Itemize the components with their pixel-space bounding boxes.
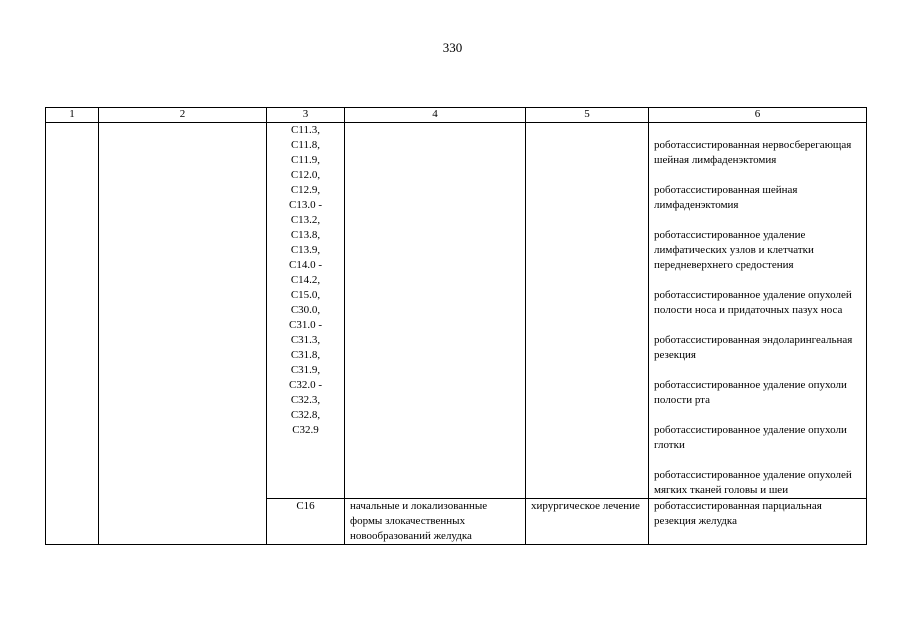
- column-header-6: 6: [649, 108, 867, 123]
- treatment-method: роботассистированное удаление опухоли полости рта: [654, 379, 847, 406]
- icd-code: C14.2,: [290, 274, 321, 286]
- treatment-method: роботассистированная нервосберегающая шейная лимфаденэктомия: [654, 139, 852, 166]
- cell-col2: [99, 123, 267, 545]
- icd-code: C11.8,: [291, 139, 320, 151]
- treatment-method: роботассистированная шейная лимфаденэктомия: [654, 184, 798, 211]
- icd-code: C31.8,: [290, 349, 321, 361]
- icd-code: C12.0,: [290, 169, 321, 181]
- icd-code: C31.9,: [290, 364, 321, 376]
- icd-code: C13.0 -: [289, 199, 322, 211]
- treatment-method: роботассистированное удаление опухолей мягких тканей головы и шеи: [654, 469, 852, 496]
- treatment-method: роботассистированная эндоларингеальная резекция: [654, 334, 853, 361]
- treatment-method: роботассистированное удаление лимфатических узлов и клетчатки передневерхнего средостения: [654, 229, 814, 271]
- table-row: [46, 123, 867, 499]
- page-number: 330: [442, 40, 463, 55]
- icd-code: C13.2,: [290, 214, 321, 226]
- icd-code: C32.0 -: [289, 379, 322, 391]
- treatment-cell: хирургическое лечение: [526, 499, 649, 545]
- icd-code: C13.8,: [290, 229, 321, 241]
- method-cell: роботассистированная парциальная резекция желудка: [649, 499, 867, 545]
- column-header-1: 1: [46, 108, 99, 123]
- icd-code: C30.0,: [290, 304, 321, 316]
- icd-code: C31.0 -: [289, 319, 322, 331]
- icd-code: C12.9,: [290, 184, 321, 196]
- icd-code: C32.8,: [290, 409, 321, 421]
- diagnosis-cell: начальные и локализованные формы злокачественных новообразований желудка: [345, 499, 526, 545]
- column-header-5: 5: [526, 108, 649, 123]
- header-row: [46, 108, 867, 123]
- medical-care-table: [45, 107, 867, 545]
- icd-code: C31.3,: [290, 334, 321, 346]
- icd-code: C32.3,: [290, 394, 321, 406]
- column-header-3: 3: [267, 108, 345, 123]
- icd-code: C11.9,: [291, 154, 320, 166]
- column-header-2: 2: [99, 108, 267, 123]
- icd-code: C11.3,: [291, 124, 320, 136]
- methods-cell: [649, 123, 867, 499]
- icd-code: C15.0,: [290, 289, 321, 301]
- icd-codes-cell: [267, 123, 345, 499]
- icd-code: C13.9,: [290, 244, 321, 256]
- treatment-method: роботассистированное удаление опухолей полости носа и придаточных пазух носа: [654, 289, 852, 316]
- icd-code: C32.9: [292, 424, 319, 436]
- diagnosis-cell: [345, 123, 526, 499]
- cell-col1: [46, 123, 99, 545]
- column-header-4: 4: [345, 108, 526, 123]
- treatment-cell: [526, 123, 649, 499]
- icd-code-cell: C16: [267, 499, 345, 545]
- treatment-method: роботассистированное удаление опухоли глотки: [654, 424, 847, 451]
- icd-code: C14.0 -: [289, 259, 322, 271]
